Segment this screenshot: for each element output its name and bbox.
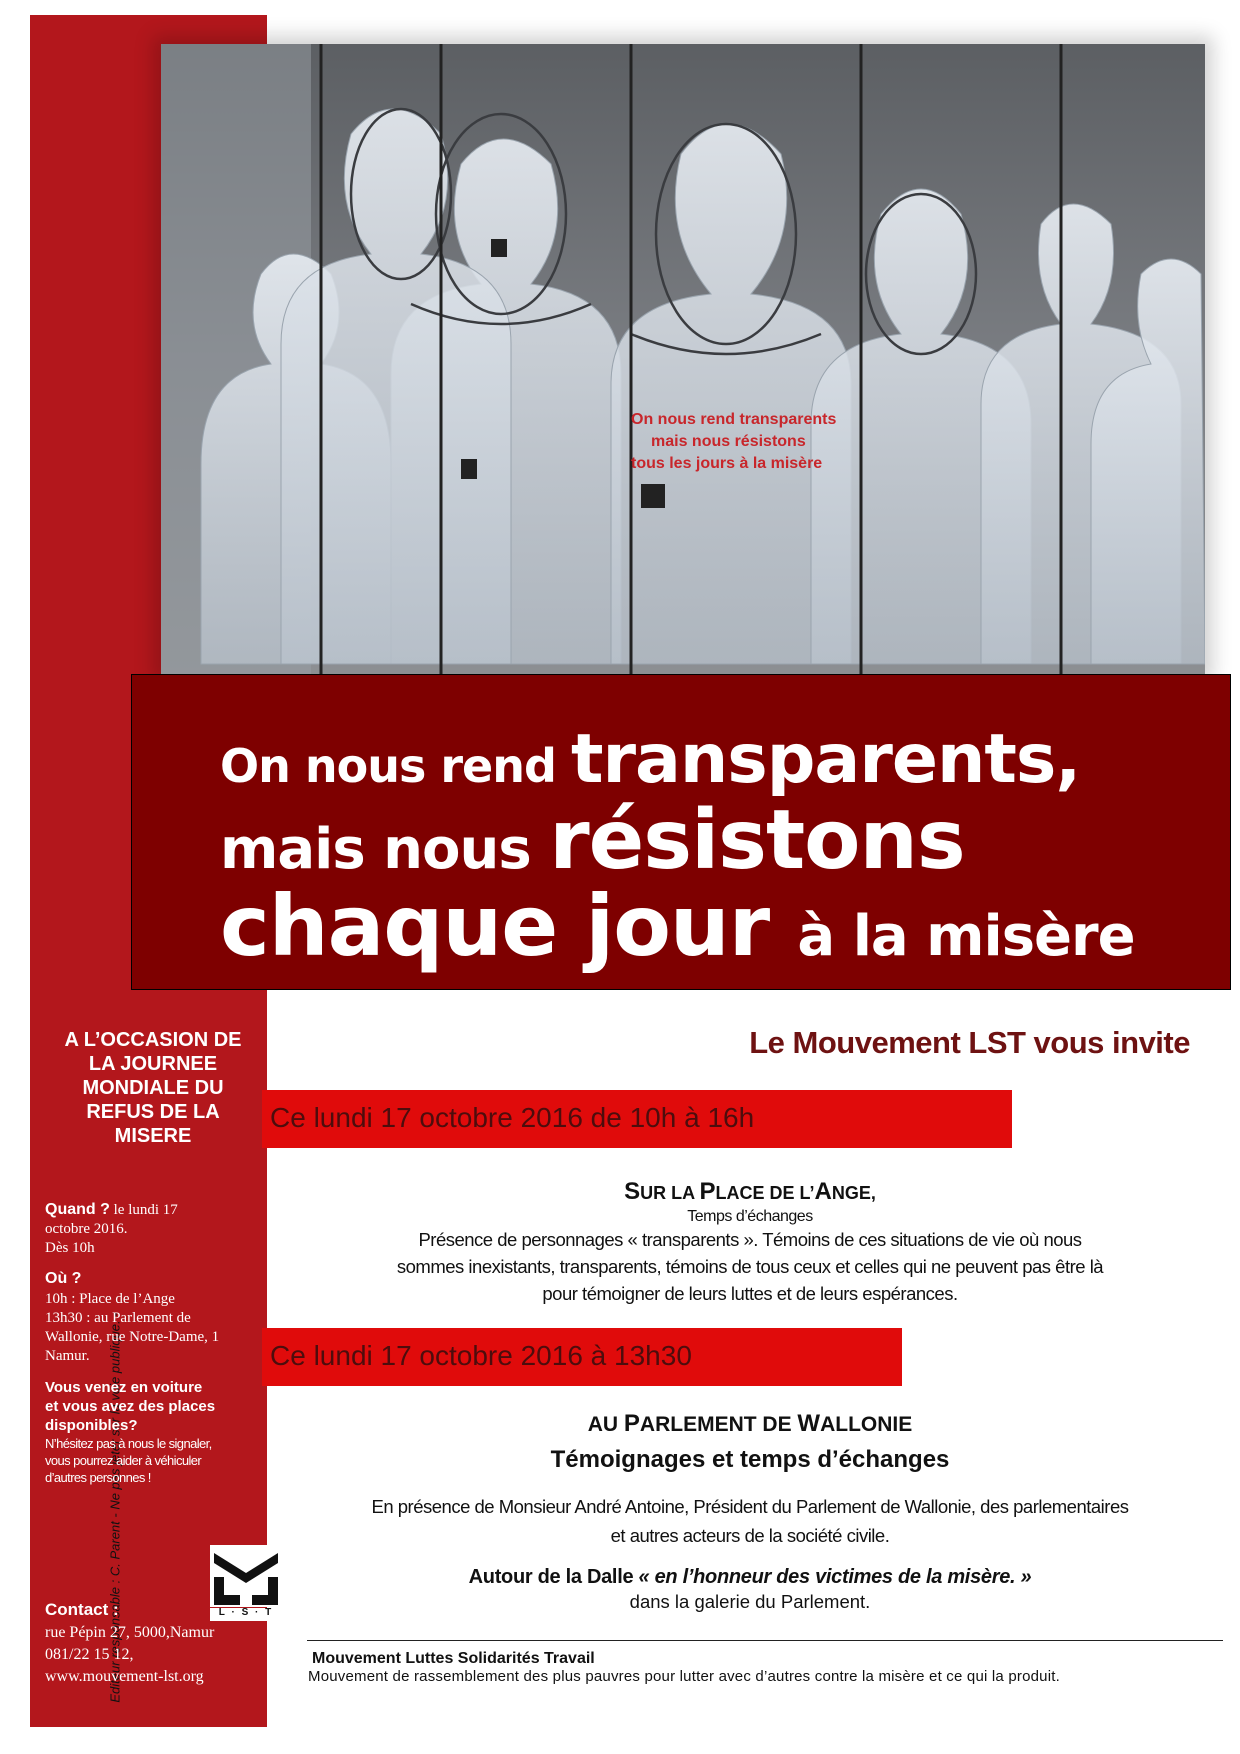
- occasion-line: MISERE: [114, 1125, 192, 1147]
- figure-caption: On nous rend transparents: [631, 411, 837, 428]
- car-question: disponibles?: [45, 1417, 138, 1434]
- where-line: Wallonie, rue Notre-Dame, 1: [45, 1329, 220, 1345]
- where-line: 13h30 : au Parlement de: [45, 1310, 191, 1326]
- headline-small: On nous rend: [220, 739, 571, 793]
- where-line: 10h : Place de l’Ange: [45, 1291, 175, 1307]
- event2-body-line: En présence de Monsieur André Antoine, Président du Parlement de Wallonie, des parlementaires: [371, 1496, 1129, 1517]
- where-line: Namur.: [45, 1348, 90, 1364]
- car-note: N’hésitez pas à nous le signaler,: [45, 1436, 212, 1451]
- occasion-line: A L’OCCASION DE: [64, 1029, 242, 1051]
- event1-body: [290, 1226, 1210, 1307]
- headline-big: transparents,: [570, 720, 1081, 799]
- when-label: Quand ?: [45, 1201, 110, 1218]
- when-value: octobre 2016.: [45, 1221, 128, 1237]
- hero-photo: [161, 44, 1205, 674]
- footer-org: Mouvement Luttes Solidarités Travail: [312, 1650, 595, 1667]
- event2-body: [290, 1492, 1210, 1550]
- occasion-line: REFUS DE LA: [86, 1101, 220, 1123]
- headline-big: résistons: [549, 793, 965, 888]
- event2-details: [290, 1410, 1210, 1613]
- event1-body-line: sommes inexistants, transparents, témoins de tous ceux et celles qui ne peuvent pas être là: [396, 1256, 1104, 1277]
- event1-subtitle: Temps d’échanges: [687, 1208, 813, 1225]
- car-question: Vous venez en voiture: [45, 1379, 203, 1396]
- where-label: Où ?: [45, 1270, 82, 1287]
- contact-label: Contact :: [45, 1600, 119, 1619]
- event1-date: Ce lundi 17 octobre 2016 de 10h à 16h: [270, 1102, 755, 1133]
- where-section: [45, 1270, 260, 1366]
- event1-body-line: pour témoigner de leurs luttes et de leurs espérances.: [542, 1283, 958, 1304]
- figure-caption: mais nous résistons: [651, 433, 806, 450]
- event2-title: AU PARLEMENT DE WALLONIE: [587, 1410, 913, 1437]
- car-question: et vous avez des places: [45, 1398, 216, 1415]
- car-note: vous pourrez aider à véhiculer: [45, 1453, 202, 1468]
- event1-body-line: Présence de personnages « transparents ». Témoins de ces situations de vie où nous: [418, 1229, 1082, 1250]
- footer-tagline: Mouvement de rassemblement des plus pauvres pour lutter avec d’autres contre la misère et ce qui la produit.: [308, 1668, 1060, 1685]
- event1-title: SUR LA PLACE DE L’ANGE,: [624, 1178, 876, 1205]
- occasion-line: LA JOURNEE: [88, 1053, 218, 1075]
- occasion-heading: [42, 1028, 264, 1148]
- figure-caption: tous les jours à la misère: [631, 455, 823, 472]
- logo-letters: L · S · T: [218, 1607, 274, 1618]
- contact-section: [45, 1600, 265, 1688]
- when-section: [45, 1200, 260, 1258]
- occasion-line: MONDIALE DU: [82, 1077, 224, 1099]
- event2-date: Ce lundi 17 octobre 2016 à 13h30: [270, 1340, 692, 1371]
- transparent-figures-image: [161, 44, 1205, 674]
- publisher-note: Editeur responsable : C. Parent - Ne pas jeter sur la voie publique. -: [107, 1312, 123, 1703]
- headline-big: chaque jour: [220, 877, 798, 975]
- event-info: [45, 1200, 260, 1486]
- headline: [220, 700, 1220, 975]
- headline-small: mais nous: [220, 817, 550, 882]
- footer: [308, 1650, 1228, 1685]
- contact-phone: 081/22 15 12,: [45, 1646, 134, 1663]
- event1-details: [290, 1178, 1210, 1307]
- invite-line: Le Mouvement LST vous invite: [749, 1025, 1190, 1060]
- car-section: [45, 1378, 260, 1486]
- event2-body-line: et autres acteurs de la société civile.: [610, 1525, 890, 1546]
- headline-small: à la misère: [797, 904, 1135, 969]
- footer-divider: [307, 1640, 1223, 1641]
- event2-subtitle: Témoignages et temps d’échanges: [550, 1446, 950, 1473]
- contact-website[interactable]: www.mouvement-lst.org: [45, 1668, 204, 1685]
- when-value: Dès 10h: [45, 1240, 95, 1256]
- contact-address: rue Pépin 27, 5000,Namur: [45, 1624, 215, 1641]
- car-note: d’autres personnes !: [45, 1470, 151, 1485]
- dalle-suffix: dans la galerie du Parlement.: [629, 1591, 871, 1612]
- when-value: le lundi 17: [109, 1202, 178, 1218]
- dalle-line: Autour de la Dalle « en l’honneur des victimes de la misère. »: [468, 1566, 1032, 1588]
